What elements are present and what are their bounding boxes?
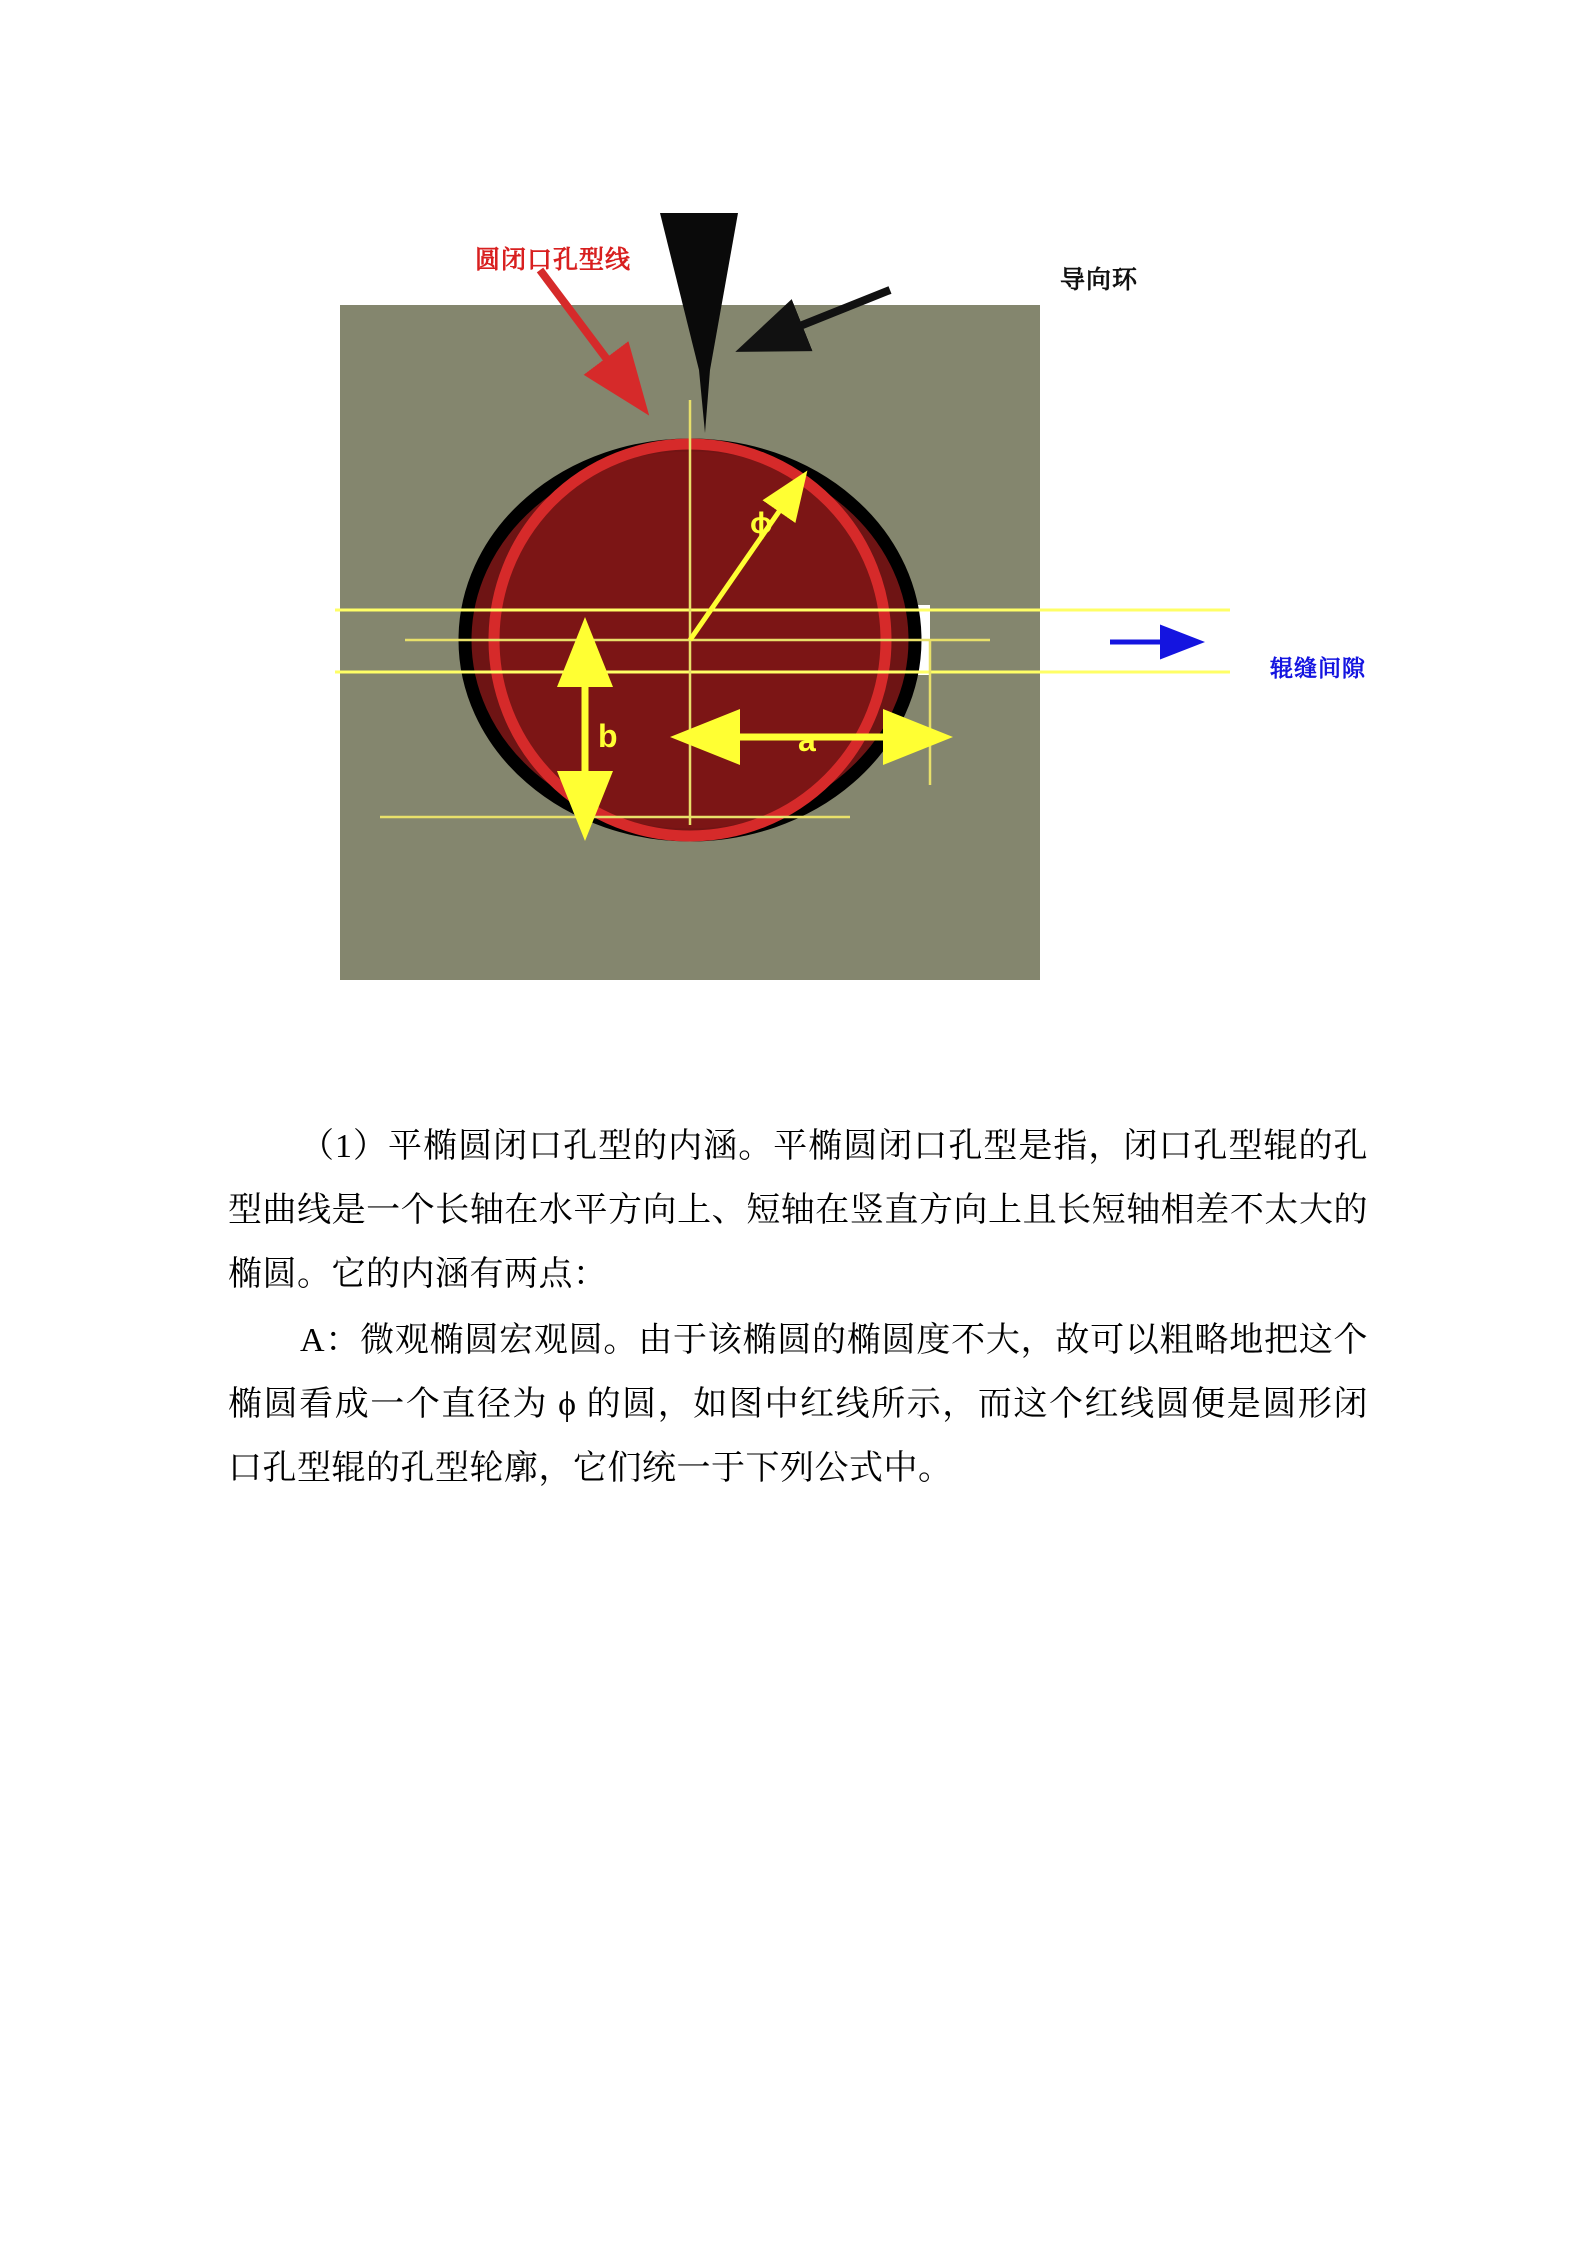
b-dimension-label: b — [598, 718, 618, 754]
a-dimension-label: a — [798, 722, 816, 758]
document-body — [228, 1115, 1368, 1503]
phi-dimension-label: ϕ — [750, 507, 773, 540]
label-guide-ring: 导向环 — [1060, 266, 1139, 294]
label-roll-gap: 辊缝间隙 — [1270, 655, 1366, 681]
paragraph-1: （1）平椭圆闭口孔型的内涵。平椭圆闭口孔型是指，闭口孔型辊的孔型曲线是一个长轴在水平方向上、短轴在竖直方向上且长短轴相差不太大的椭圆。它的内涵有两点： — [228, 1128, 1368, 1293]
label-closed-pass-line: 圆闭口孔型线 — [475, 246, 632, 274]
paragraph-2: A：微观椭圆宏观圆。由于该椭圆的椭圆度不大，故可以粗略地把这个椭圆看成一个直径为 ϕ 的圆，如图中红线所示，而这个红线圆便是圆形闭口孔型辊的孔型轮廓，它们统一于下列公式中。 — [228, 1322, 1368, 1487]
figure-closed-pass-diagram — [230, 185, 1410, 1085]
figure-svg — [230, 185, 1410, 1085]
